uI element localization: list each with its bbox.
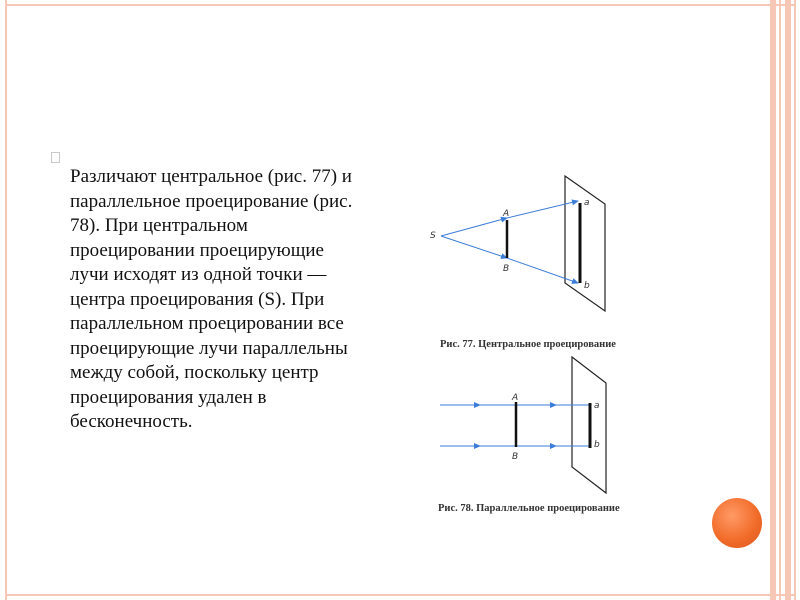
figure-77-central-projection <box>430 176 616 350</box>
caption-78: Рис. 78. Параллельное проецирование <box>438 503 620 514</box>
label-s: S <box>430 231 436 241</box>
decorative-orange-circle <box>712 498 762 548</box>
ray-sa <box>441 218 507 236</box>
caption-77: Рис. 77. Центральное проецирование <box>440 339 616 350</box>
label-a-small-78: a <box>594 401 600 411</box>
label-a-small: a <box>584 198 590 208</box>
label-b-small-78: b <box>594 440 600 450</box>
body-text: Различают центральное (рис. 77) и параллельное проецирование (рис. 78). При центральном проецировании проецирующие лучи исходят из одной точки — центра проецирования (S). При параллельном проецировании все проецирующие лучи параллельны между собой, поскольку центр проецирования удален в бесконечность. <box>70 166 353 432</box>
label-b-78: B <box>512 452 519 462</box>
figure-78-parallel-projection <box>438 357 620 514</box>
label-b-small: b <box>584 281 590 291</box>
label-b: B <box>503 264 510 274</box>
label-a-78: A <box>512 393 519 403</box>
label-a: A <box>503 209 510 219</box>
ray-sb <box>441 236 507 258</box>
